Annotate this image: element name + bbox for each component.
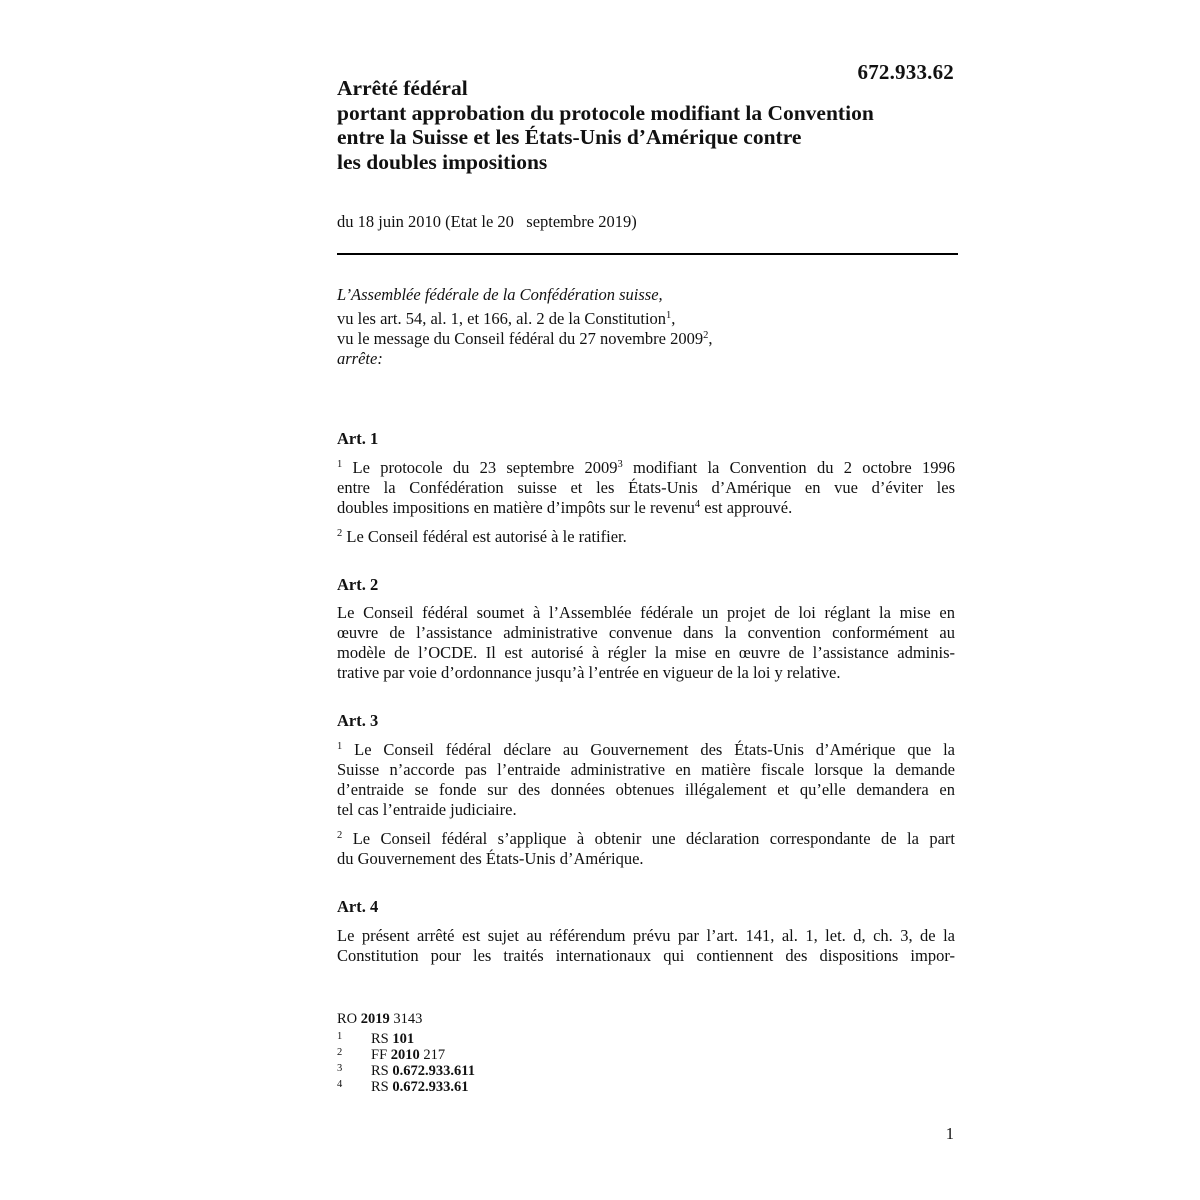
footnote-prefix: RS (371, 1031, 389, 1047)
text-line: Le Conseil fédéral soumet à l’Assemblée fédérale un projet de loi réglant la mise en (337, 603, 955, 622)
ro-page: 3143 (393, 1011, 423, 1027)
document-title (337, 76, 977, 174)
preamble-message-line (337, 329, 958, 349)
text-span: doubles impositions en matière d’impôts sur le revenu (337, 498, 695, 517)
footnotes (337, 1031, 475, 1095)
article-3-heading: Art. 3 (337, 711, 379, 730)
text-line: du Gouvernement des États-Unis d’Amérique. (337, 849, 644, 868)
article-4-heading: Art. 4 (337, 897, 379, 916)
page-number: 1 (945, 1124, 954, 1143)
preamble-text: vu le message du Conseil fédéral du 27 novembre 2009 (337, 329, 704, 348)
footnote-ref: 3 (617, 459, 623, 470)
text-line (337, 740, 955, 760)
article-2-paragraph (337, 603, 955, 683)
text-line: modèle de l’OCDE. Il est autorisé à régler la mise en œuvre de l’assistance adminis- (337, 643, 955, 662)
footnote-prefix: RS (371, 1079, 389, 1095)
text-line (337, 829, 955, 849)
text-line: Constitution pour les traités internationaux qui contiennent des dispositions impor- (337, 946, 955, 965)
text-line: Le présent arrêté est sujet au référendum prévu par l’art. 141, al. 1, let. d, ch. 3, de la (337, 926, 955, 945)
text-line: œuvre de l’assistance administrative convenue dans la convention conformément au (337, 623, 955, 642)
footnote-number: 2 (337, 1047, 343, 1058)
footnote-ref-bold: 0.672.933.611 (392, 1063, 475, 1079)
footnote-number: 4 (337, 1079, 343, 1090)
text-line: entre la Confédération suisse et les États-Unis d’Amérique en vue d’éviter les (337, 478, 955, 497)
article-3-paragraph-2 (337, 829, 955, 869)
text-span: Le Conseil fédéral s’applique à obtenir une déclaration correspondante de la part (352, 829, 956, 848)
footnote-ref: 1 (666, 310, 672, 321)
article-2-heading: Art. 2 (337, 575, 379, 594)
footnote-prefix: FF (371, 1047, 388, 1063)
article-4-paragraph (337, 926, 955, 966)
footnote-number: 3 (337, 1063, 343, 1074)
footnote-ref: 2 (703, 330, 709, 341)
footnote (337, 1079, 475, 1095)
text-line (337, 498, 955, 518)
punctuation: , (671, 309, 676, 328)
text-span: modifiant la Convention du 2 octobre 1996 (633, 458, 956, 477)
paragraph-number: 1 (337, 459, 343, 470)
ro-prefix: RO (337, 1011, 358, 1027)
text-span: est approuvé. (704, 498, 793, 517)
title-line: les doubles impositions (337, 149, 548, 174)
official-compilation-ref (337, 1011, 422, 1028)
text-line (337, 458, 955, 478)
text-line: d’entraide se fonde sur des données obtenues illégalement et qu’elle demandera en (337, 780, 955, 799)
paragraph-number: 2 (337, 528, 343, 539)
title-line: portant approbation du protocole modifiant la Convention (337, 100, 874, 125)
sr-number: 672.933.62 (857, 60, 954, 84)
text-line: trative par voie d’ordonnance jusqu’à l’entrée en vigueur de la loi y relative. (337, 663, 841, 682)
paragraph-number: 1 (337, 741, 343, 752)
text-line: tel cas l’entraide judiciaire. (337, 800, 517, 819)
paragraph-number: 2 (337, 830, 343, 841)
preamble-assembly: L’Assemblée fédérale de la Confédération suisse, (337, 285, 663, 304)
footnote-number: 1 (337, 1031, 343, 1042)
article-1-paragraph-2 (337, 527, 955, 547)
text-span: Le protocole du 23 septembre 2009 (352, 458, 618, 477)
title-line: entre la Suisse et les États-Unis d’Amérique contre (337, 125, 802, 149)
footnote-rest: 217 (423, 1047, 446, 1063)
footnote-ref-bold: 0.672.933.61 (392, 1079, 469, 1095)
article-1-paragraph-1 (337, 458, 955, 518)
text-line: Suisse n’accorde pas l’entraide administrative en matière fiscale lorsque la demande (337, 760, 955, 779)
preamble (337, 285, 958, 369)
text-span: Le Conseil fédéral est autorisé à le ratifier. (346, 527, 627, 546)
punctuation: , (708, 329, 713, 348)
footnote-ref-bold: 2010 (390, 1047, 420, 1063)
article-3-paragraph-1 (337, 740, 955, 820)
horizontal-rule (337, 253, 958, 255)
ro-year: 2019 (360, 1011, 390, 1027)
preamble-decides: arrête: (337, 349, 383, 368)
article-1-heading: Art. 1 (337, 429, 379, 448)
text-span: Le Conseil fédéral déclare au Gouvernement des États-Unis d’Amérique que la (354, 740, 955, 759)
preamble-constitution-line (337, 309, 958, 329)
date-line: du 18 juin 2010 (Etat le 20 septembre 2019) (337, 212, 637, 231)
footnote-prefix: RS (371, 1063, 389, 1079)
footnote-ref: 4 (694, 499, 701, 510)
preamble-text: vu les art. 54, al. 1, et 166, al. 2 de la Constitution (337, 309, 667, 328)
title-line: Arrêté fédéral (337, 76, 468, 100)
footnote-ref-bold: 101 (392, 1031, 415, 1047)
